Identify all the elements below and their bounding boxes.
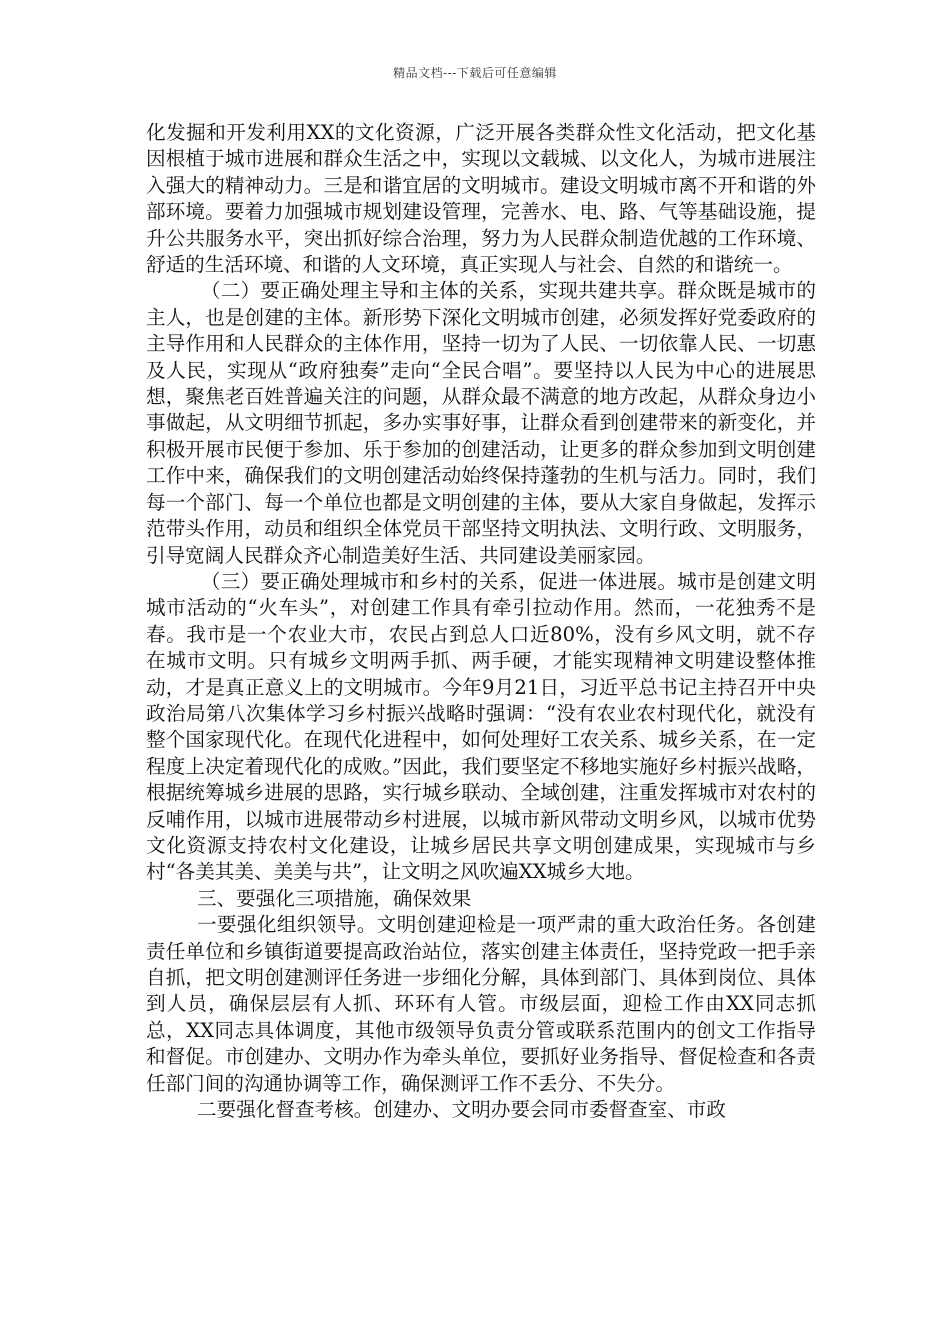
paragraph-measure-1: 一要强化组织领导。文明创建迎检是一项严肃的重大政治任务。各创建责任单位和乡镇街道要提高政治站位，落实创建主体责任，坚持党政一把手亲自抓，把文明创建测评任务进一步细化分解，具体到部门、具体到岗位、具体到人员，确保层层有人抓、环环有人管。市级层面，迎检工作由XX同志抓总，XX同志具体调度，其他市级领导负责分管或联系范围内的创文工作指导和督促。市创建办、文明办作为牵头单位，要抓好业务指导、督促检查和各责任部门间的沟通协调等工作，确保测评工作不丢分、不失分。 — [146, 913, 816, 1095]
paragraph-continuation: 化发掘和开发利用XX的文化资源，广泛开展各类群众性文化活动，把文化基因根植于城市进展和群众生活之中，实现以文载城、以文化人，为城市进展注入强大的精神动力。三是和谐宜居的文明城市。建设文明城市离不开和谐的外部环境。要着力加强城市规划建设管理，完善水、电、路、气等基础设施，提升公共服务水平，突出抓好综合治理，努力为人民群众制造优越的工作环境、舒适的生活环境、和谐的人文环境，真正实现人与社会、自然的和谐统一。 — [146, 121, 816, 277]
paragraph-measure-2: 二要强化督查考核。创建办、文明办要会同市委督查室、市政 — [196, 1098, 726, 1122]
section-heading-three-measures: 三、要强化三项措施，确保效果 — [196, 886, 472, 910]
paragraph-section-2: （二）要正确处理主导和主体的关系，实现共建共享。群众既是城市的主人，也是创建的主体。新形势下深化文明城市创建，必须发挥好党委政府的主导作用和人民群众的主体作用，坚持一切为了人民、一切依靠人民、一切惠及人民，实现从“政府独奏”走向“全民合唱”。要坚持以人民为中心的进展思想，聚焦老百姓普遍关注的问题，从群众最不满意的地方改起，从群众身边小事做起，从文明细节抓起，多办实事好事，让群众看到创建带来的新变化，并积极开展市民便于参加、乐于参加的创建活动，让更多的群众参加到文明创建工作中来，确保我们的文明创建活动始终保持蓬勃的生机与活力。同时，我们每一个部门、每一个单位也都是文明创建的主体，要从大家自身做起，发挥示范带头作用，动员和组织全体党员干部坚持文明执法、文明行政、文明服务，引导宽阔人民群众齐心制造美好生活、共同建设美丽家园。 — [146, 279, 816, 567]
page-header: 精品文档---下载后可任意编辑 — [393, 66, 557, 80]
document-body — [146, 120, 816, 1123]
paragraph-section-3: （三）要正确处理城市和乡村的关系，促进一体进展。城市是创建文明城市活动的“火车头”，对创建工作具有牵引拉动作用。然而，一花独秀不是春。我市是一个农业大市，农民占到总人口近80%，没有乡风文明，就不存在城市文明。只有城乡文明两手抓、两手硬，才能实现精神文明建设整体推动，才是真正意义上的文明城市。今年9月21日，习近平总书记主持召开中央政治局第八次集体学习乡村振兴战略时强调：“没有农业农村现代化，就没有整个国家现代化。在现代化进程中，如何处理好工农关系、城乡关系，在一定程度上决定着现代化的成败。”因此，我们要坚定不移地实施好乡村振兴战略，根据统筹城乡进展的思路，实行城乡联动、全域创建，注重发挥城市对农村的反哺作用，以城市进展带动乡村进展，以城市新风带动文明乡风，以城市优势文化资源支持农村文化建设，让城乡居民共享文明创建成果，实现城市与乡村“各美其美、美美与共”，让文明之风吹遍XX城乡大地。 — [146, 569, 816, 884]
